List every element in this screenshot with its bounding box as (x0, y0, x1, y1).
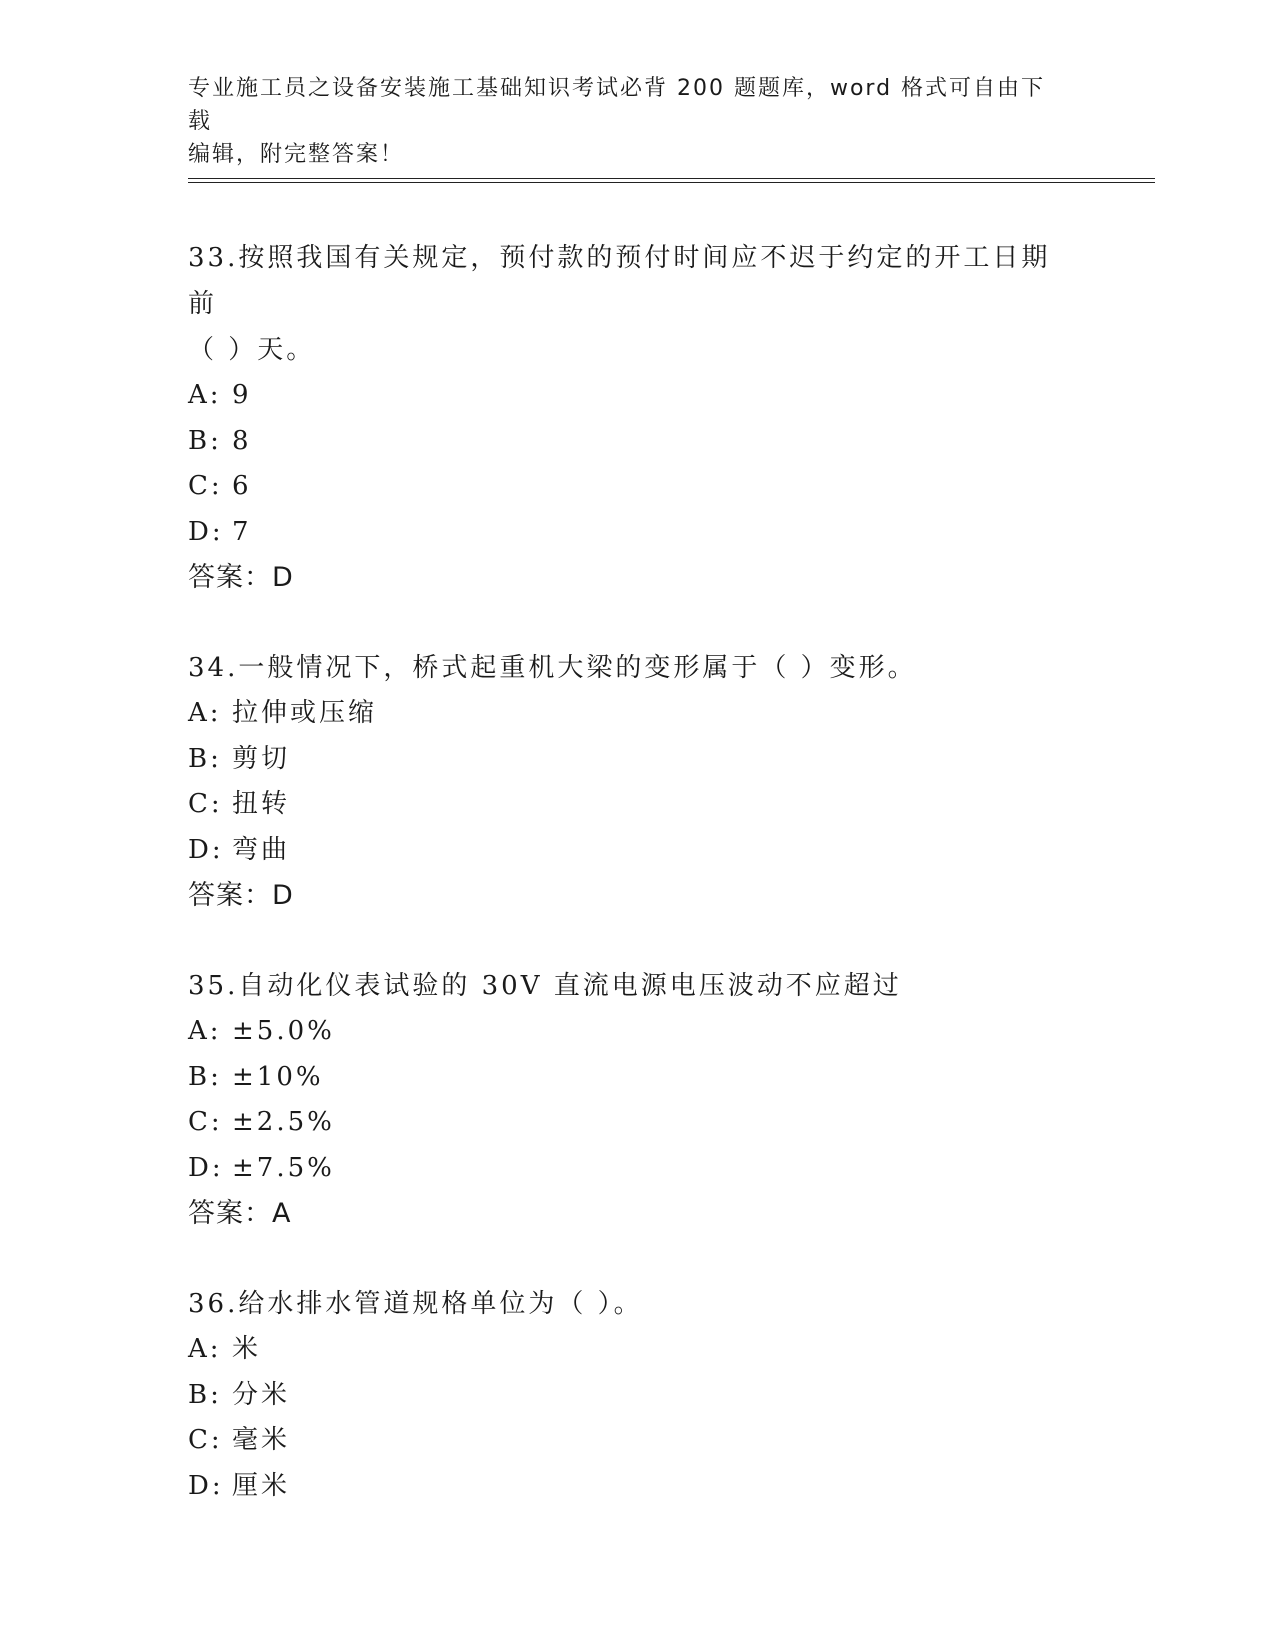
option-text: ±7.5% (232, 1152, 335, 1183)
option-letter: A: (188, 698, 222, 728)
option-text: ±2.5% (232, 1107, 335, 1137)
question-text-line-1: 36.给水排水管道规格单位为（ ）。 (188, 1289, 643, 1319)
option-text: 6 (232, 471, 252, 501)
question-36 (188, 1281, 1155, 1509)
question-text-line-1: 35.自动化仪表试验的 30V 直流电源电压波动不应超过 (188, 971, 902, 1001)
option-b (188, 1373, 1155, 1419)
option-text: 分米 (232, 1379, 291, 1410)
option-letter: C: (188, 1107, 223, 1137)
header-divider-top (188, 178, 1155, 179)
question-text (188, 963, 1078, 1009)
option-text: 米 (232, 1334, 262, 1364)
option-b (188, 737, 1155, 783)
option-b (188, 1055, 1155, 1101)
option-a (188, 373, 1155, 419)
question-35 (188, 963, 1155, 1237)
option-letter: D: (188, 1152, 224, 1183)
question-text (188, 1281, 1078, 1327)
option-a (188, 691, 1155, 737)
question-34 (188, 645, 1155, 919)
option-letter: D: (188, 516, 224, 547)
question-text (188, 645, 1078, 691)
option-letter: C: (188, 789, 223, 819)
question-list (188, 235, 1155, 1553)
answer-label: 答案：A (188, 1198, 292, 1229)
option-a (188, 1009, 1155, 1055)
header-title-line-1: 专业施工员之设备安装施工基础知识考试必背 200 题题库，word 格式可自由下载 (188, 76, 1046, 134)
option-text: 8 (232, 425, 252, 456)
answer-label: 答案：D (188, 562, 294, 593)
option-text: 厘米 (232, 1470, 291, 1501)
option-text: 拉伸或压缩 (232, 698, 378, 728)
option-text: 扭转 (232, 789, 291, 819)
option-c (188, 782, 1155, 828)
option-text: ±5.0% (232, 1016, 335, 1046)
option-letter: C: (188, 471, 223, 501)
option-d (188, 1146, 1155, 1192)
option-text: 弯曲 (232, 834, 291, 865)
option-letter: A: (188, 380, 222, 410)
option-letter: A: (188, 1016, 222, 1046)
answer-label: 答案：D (188, 880, 294, 911)
option-c (188, 1100, 1155, 1146)
option-letter: B: (188, 1379, 222, 1410)
option-text: 毫米 (232, 1425, 291, 1455)
option-text: 9 (232, 380, 252, 410)
question-33 (188, 235, 1155, 601)
option-b (188, 419, 1155, 465)
option-letter: B: (188, 1061, 222, 1092)
option-text: 7 (232, 516, 252, 547)
option-letter: C: (188, 1425, 223, 1455)
document-header (188, 72, 1068, 171)
option-letter: D: (188, 834, 224, 865)
option-d (188, 510, 1155, 556)
question-text-line-1: 33.按照我国有关规定，预付款的预付时间应不迟于约定的开工日期前 (188, 243, 1051, 319)
option-text: 剪切 (232, 743, 291, 774)
option-d (188, 1464, 1155, 1510)
option-c (188, 464, 1155, 510)
option-letter: B: (188, 425, 222, 456)
header-divider-bottom (188, 182, 1155, 183)
option-letter: B: (188, 743, 222, 774)
option-letter: D: (188, 1470, 224, 1501)
option-a (188, 1327, 1155, 1373)
option-letter: A: (188, 1334, 222, 1364)
option-c (188, 1418, 1155, 1464)
option-d (188, 828, 1155, 874)
question-text-line-1: 34.一般情况下，桥式起重机大梁的变形属于（ ）变形。 (188, 653, 917, 683)
question-text-line-2: （ ）天。 (188, 335, 316, 365)
option-text: ±10% (232, 1061, 324, 1092)
question-text (188, 235, 1078, 373)
header-title-line-2: 编辑，附完整答案！ (188, 142, 405, 167)
